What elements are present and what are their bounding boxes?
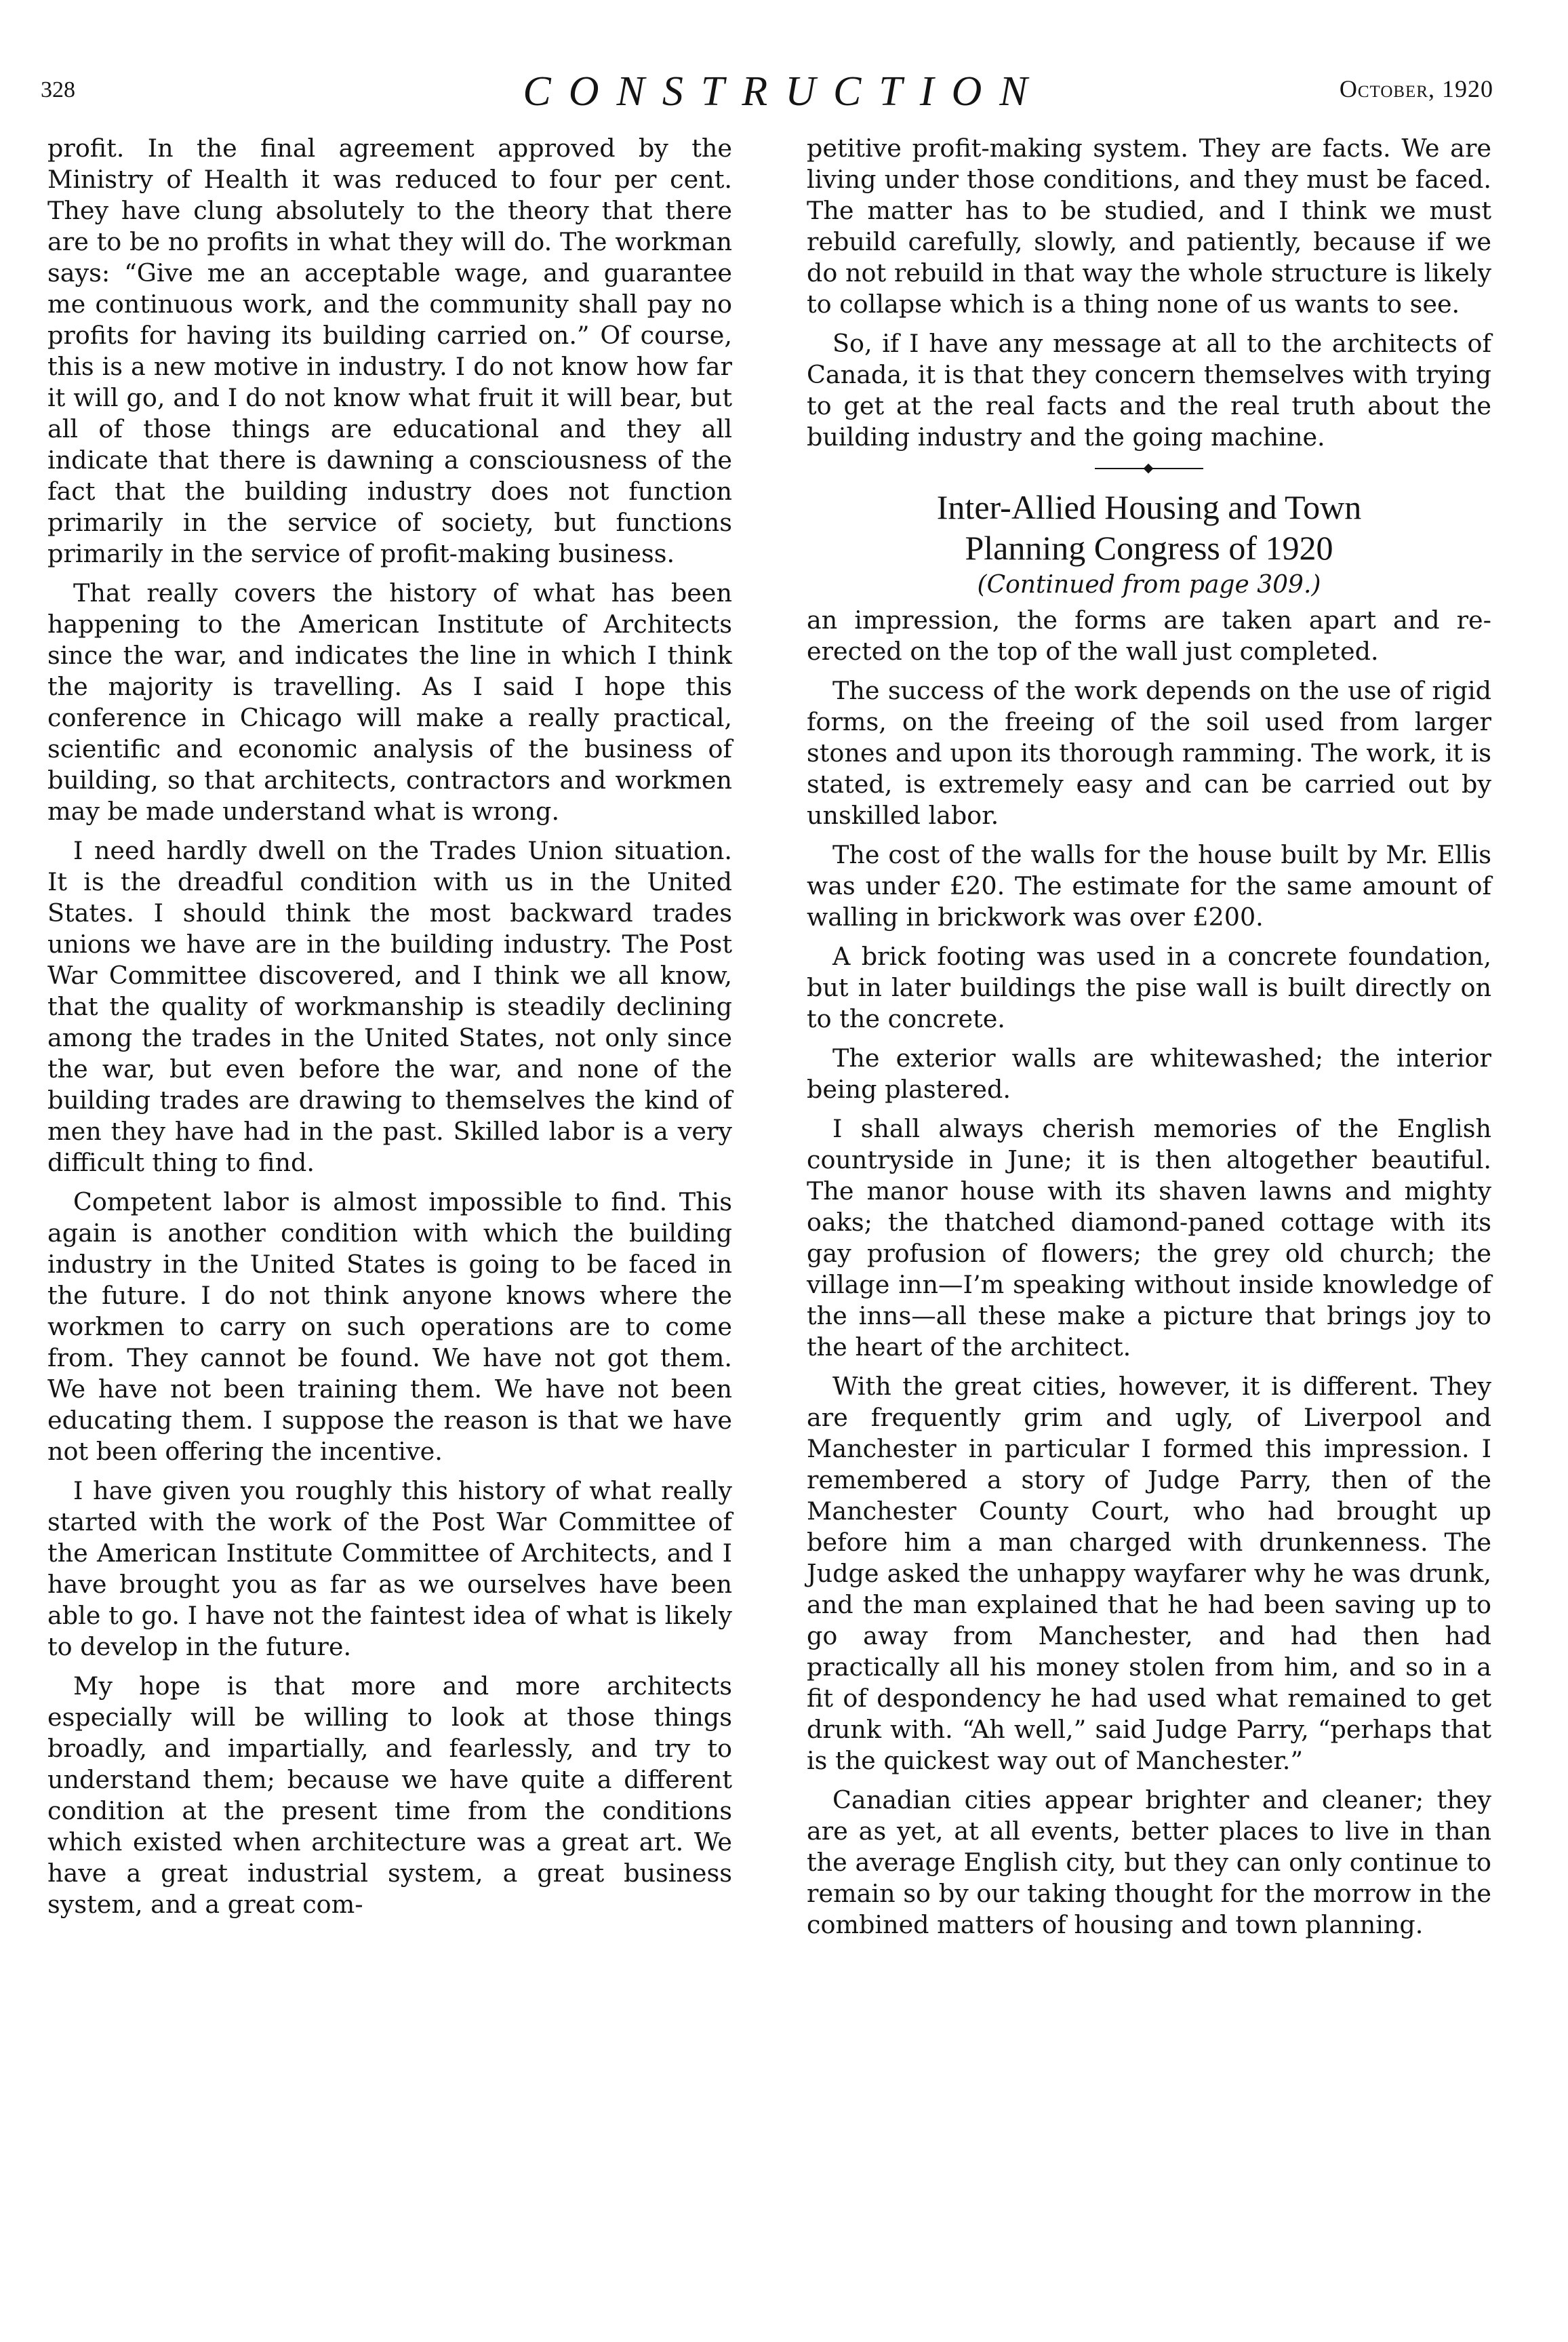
journal-title: CONSTRUCTION [523, 68, 1045, 115]
page-header [0, 68, 1568, 122]
paragraph: That really covers the history of what has been happening to the American Institute of Architects since the war, and indicates the line in which I think the majority is travelling. As I said I hope this conference in Chicago will make a really practical, scientific and economic analysis of the business of building, so that architects, contractors and workmen may be made understand what is wrong. [47, 578, 732, 826]
paragraph: Competent labor is almost impossible to find. This again is another condition with which the building industry in the United States is going to be faced in the future. I do not think anyone knows where the workmen to carry on such operations are to come from. They cannot be found. We have not got them. We have not been training them. We have not been educating them. I suppose the reason is that we have not been offering the incentive. [47, 1187, 732, 1466]
article-title-line-1: Inter-Allied Housing and Town [936, 488, 1362, 526]
paragraph: A brick footing was used in a concrete foundation, but in later buildings the pise wall is built directly on to the concrete. [807, 942, 1491, 1033]
paragraph: I need hardly dwell on the Trades Union situation. It is the dreadful condition with us in the United States. I should think the most backward trades unions we have are in the building industry. The Post War Committee discovered, and I think we all know, that the quality of workmanship is steadily declining among the trades in the United States, not only since the war, but even before the war, and none of the building trades are drawing to themselves the kind of men they have had in the past. Skilled labor is a very difficult thing to find. [47, 836, 732, 1177]
paragraph: Canadian cities appear brighter and cleaner; they are as yet, at all events, better places to live in than the average English city, but they can only continue to remain so by our taking thought for the morrow in the combined matters of housing and town planning. [807, 1785, 1491, 1939]
left-column [47, 133, 732, 1928]
paragraph: The exterior walls are whitewashed; the interior being plastered. [807, 1044, 1491, 1104]
paragraph: My hope is that more and more architects especially will be willing to look at those things broadly, and impartially, and fearlessly, and try to understand them; because we have quite a different condition at the present time from the conditions which existed when architecture was a great art. We have a great industrial system, a great business system, and a great com- [47, 1671, 732, 1919]
continued-note: (Continued from page 309.) [977, 571, 1321, 599]
issue-date: October, 1920 [1339, 75, 1493, 102]
page-number: 328 [41, 77, 75, 102]
article-title [807, 487, 1491, 568]
paragraph: With the great cities, however, it is different. They are frequently grim and ugly, of Liverpool and Manchester in particular I formed this impression. I remembered a story of Judge Parry, then of the Manchester County Court, who had brought up before him a man charged with drunkenness. The Judge asked the unhappy wayfarer why he was drunk, and the man explained that he had been saving up to go away from Manchester, and had then had practically all his money stolen from him, and so in a fit of despondency he had used what remained to get drunk with. “Ah well,” said Judge Parry, “perhaps that is the quickest way out of Manchester.” [807, 1372, 1491, 1775]
paragraph: So, if I have any message at all to the architects of Canada, it is that they concern themselves with trying to get at the real facts and the real truth about the building industry and the going machine. [807, 329, 1491, 452]
divider-diamond-ornament [1144, 464, 1154, 474]
paragraph: an impression, the forms are taken apart and re-erected on the top of the wall just completed. [807, 606, 1491, 666]
paragraph: The cost of the walls for the house built by Mr. Ellis was under £20. The estimate for the same amount of walling in brickwork was over £200. [807, 840, 1491, 932]
section-divider [1095, 464, 1203, 473]
paragraph: I shall always cherish memories of the English countryside in June; it is then altogether beautiful. The manor house with its shaven lawns and mighty oaks; the thatched diamond-paned cottage with its gay profusion of flowers; the grey old church; the village inn—I’m speaking without inside knowledge of the inns—all these make a picture that brings joy to the heart of the architect. [807, 1114, 1491, 1362]
paragraph: The success of the work depends on the use of rigid forms, on the freeing of the soil used from larger stones and upon its thorough ramming. The work, it is stated, is extremely easy and can be carried out by unskilled labor. [807, 676, 1491, 830]
right-column [807, 133, 1491, 1949]
paragraph: I have given you roughly this history of what really started with the work of the Post War Committee of the American Institute Committee of Architects, and I have brought you as far as we ourselves have been able to go. I have not the faintest idea of what is likely to develop in the future. [47, 1476, 732, 1661]
paragraph: profit. In the final agreement approved by the Ministry of Health it was reduced to four per cent. They have clung absolutely to the theory that there are to be no profits in what they will do. The workman says: “Give me an acceptable wage, and guarantee me continuous work, and the community shall pay no profits for having its building carried on.” Of course, this is a new motive in industry. I do not know how far it will go, and I do not know what fruit it will bear, but all of those things are educational and they all indicate that there is dawning a consciousness of the fact that the building industry does not function primarily in the service of society, but functions primarily in the service of profit-making business. [47, 134, 732, 568]
article-title-line-2: Planning Congress of 1920 [965, 529, 1333, 567]
paragraph: petitive profit-making system. They are facts. We are living under those conditions, and they must be faced. The matter has to be studied, and I think we must rebuild carefully, slowly, and patiently, because if we do not rebuild in that way the whole structure is likely to collapse which is a thing none of us wants to see. [807, 134, 1491, 319]
